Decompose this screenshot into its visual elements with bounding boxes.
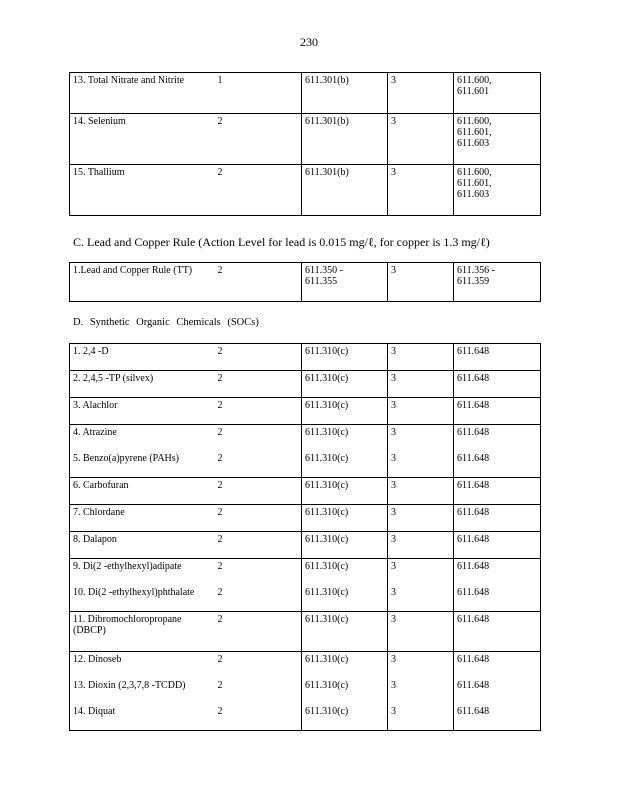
contaminant-cell: 14. Diquat [70,704,215,731]
contaminant-cell: 6. Carbofuran [70,478,215,505]
table-row [70,398,541,425]
table-row [70,451,541,478]
code-cell: 2 [215,505,302,532]
code-cell: 2 [217,680,223,691]
method-cell: 611.648 [454,559,541,586]
contaminant-cell: 14. Selenium [70,114,215,165]
contaminant-cell: 12. Dinoseb [70,652,215,679]
code-cell: 2 [215,344,302,371]
code-cell: 2 [217,587,223,598]
contaminant-cell: 11. Dibromochloropropane (DBCP) [70,612,215,652]
regulation-cell: 611.310(c) [302,505,388,532]
table-row [70,585,541,612]
code-cell: 2 [215,532,302,559]
regulation-cell: 611.310(c) [302,398,388,425]
mcl-code-cell: 3 [388,505,454,532]
regulation-cell: 611.310(c) [302,612,388,652]
table-row [70,652,541,679]
method-cell: 611.356 - 611.359 [454,263,541,302]
regulation-cell: 611.310(c) [302,559,388,586]
table-row [70,559,541,586]
table-row [70,612,541,652]
code-cell: 2 [215,398,302,425]
table-row [70,505,541,532]
section-c-heading: C. Lead and Copper Rule (Action Level for lead is 0.015 mg/ℓ, for copper is 1.3 mg/ℓ) [73,235,490,249]
mcl-code-cell: 3 [388,73,454,114]
table-row [70,425,541,452]
code-cell: 1 [215,73,302,114]
table-row [70,165,541,216]
contaminant-cell: 13. Total Nitrate and Nitrite [70,73,215,114]
regulation-cell: 611.301(b) [302,114,388,165]
contaminant-cell: 15. Thallium [70,165,215,216]
contaminant-cell: 2. 2,4,5 -TP (silvex) [70,371,215,398]
regulation-cell: 611.310(c) [302,478,388,505]
contaminant-cell: 8. Dalapon [70,532,215,559]
method-cell: 611.648 [454,652,541,679]
method-cell: 611.648 [454,505,541,532]
code-cell: 2 [215,371,302,398]
table-row [70,73,541,114]
lead-copper-table [69,262,541,302]
method-cell: 611.648 [454,398,541,425]
table-row [70,344,541,371]
mcl-code-cell: 3 [388,263,454,302]
regulation-cell: 611.310(c) [302,585,388,612]
method-cell: 611.648 [454,585,541,612]
mcl-code-cell: 3 [388,559,454,586]
table-row [70,704,541,731]
mcl-code-cell: 3 [388,451,454,478]
contaminant-cell: 5. Benzo(a)pyrene (PAHs) [70,451,215,478]
regulation-cell: 611.310(c) [302,678,388,704]
synthetic-organic-chemicals-table [69,343,541,731]
regulation-cell: 611.310(c) [302,451,388,478]
contaminant-cell: 3. Alachlor [70,398,215,425]
contaminant-cell: 9. Di(2 -ethylhexyl)adipate [70,559,215,586]
code-cell: 2 [215,478,302,505]
mcl-code-cell: 3 [388,704,454,731]
mcl-code-cell: 3 [388,612,454,652]
table-row [70,371,541,398]
contaminant-cell: 7. Chlordane [70,505,215,532]
method-cell: 611.600, 611.601 [454,73,541,114]
contaminant-cell: 4. Atrazine [70,425,215,452]
mcl-code-cell: 3 [388,585,454,612]
regulation-cell: 611.310(c) [302,344,388,371]
code-cell: 2 [215,612,302,652]
method-cell: 611.648 [454,532,541,559]
regulation-cell: 611.301(b) [302,165,388,216]
method-cell: 611.648 [454,371,541,398]
mcl-code-cell: 3 [388,165,454,216]
mcl-code-cell: 3 [388,344,454,371]
mcl-code-cell: 3 [388,532,454,559]
code-cell: 2 [217,453,223,464]
code-cell: 2 [215,559,302,586]
mcl-code-cell: 3 [388,478,454,505]
mcl-code-cell: 3 [388,652,454,679]
page-number: 230 [300,35,318,49]
code-cell: 2 [215,263,302,302]
table-row [70,114,541,165]
regulation-cell: 611.310(c) [302,532,388,559]
mcl-code-cell: 3 [388,371,454,398]
inorganic-chemicals-table [69,72,541,216]
method-cell: 611.600, 611.601, 611.603 [454,165,541,216]
regulation-cell: 611.310(c) [302,425,388,452]
method-cell: 611.648 [454,425,541,452]
contaminant-cell: 13. Dioxin (2,3,7,8 -TCDD) [70,678,215,704]
method-cell: 611.648 [454,478,541,505]
regulation-cell: 611.301(b) [302,73,388,114]
table-row [70,263,541,302]
code-cell: 2 [215,165,302,216]
regulation-cell: 611.310(c) [302,652,388,679]
mcl-code-cell: 3 [388,425,454,452]
contaminant-cell: 1. 2,4 -D [70,344,215,371]
contaminant-cell: 1.Lead and Copper Rule (TT) [70,263,215,302]
method-cell: 611.600, 611.601, 611.603 [454,114,541,165]
regulation-cell: 611.310(c) [302,371,388,398]
method-cell: 611.648 [454,344,541,371]
table-row [70,678,541,704]
contaminant-cell: 10. Di(2 -ethylhexyl)phthalate [70,585,215,612]
method-cell: 611.648 [454,451,541,478]
table-row [70,478,541,505]
mcl-code-cell: 3 [388,398,454,425]
method-cell: 611.648 [454,612,541,652]
regulation-cell: 611.310(c) [302,704,388,731]
code-cell: 2 [215,652,302,679]
code-cell: 2 [215,114,302,165]
mcl-code-cell: 3 [388,678,454,704]
regulation-cell: 611.350 - 611.355 [302,263,388,302]
code-cell: 2 [215,425,302,452]
section-d-heading: D. Synthetic Organic Chemicals (SOCs) [73,317,259,328]
method-cell: 611.648 [454,678,541,704]
method-cell: 611.648 [454,704,541,731]
mcl-code-cell: 3 [388,114,454,165]
code-cell: 2 [215,704,302,731]
table-row [70,532,541,559]
